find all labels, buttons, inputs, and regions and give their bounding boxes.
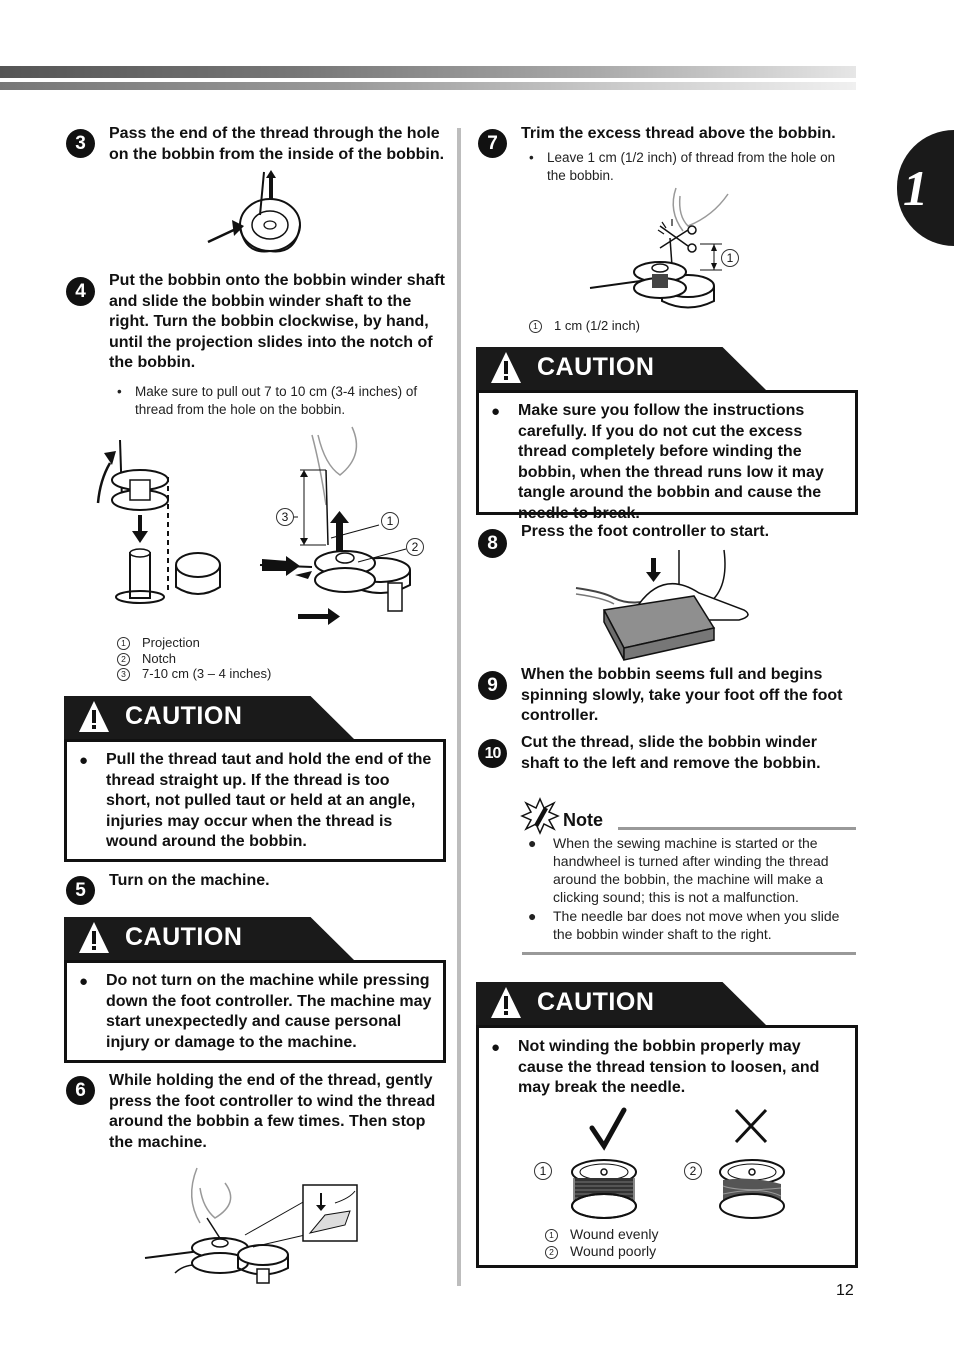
- step-7-number: 7: [478, 129, 507, 158]
- step-4-bullet-text: Make sure to pull out 7 to 10 cm (3-4 inches) of thread from the hole on the bobbin.: [135, 384, 418, 417]
- caution-text: Do not turn on the machine while pressing down the foot controller. The machine may start unexpectedly and cause personal injury or damage to the machine.: [106, 972, 432, 1051]
- step-4-text: Put the bobbin onto the bobbin winder shaft and slide the bobbin winder shaft to the right. Turn the bobbin clockwise, by hand, until the projection slides into the notch of the bobbin.: [109, 272, 445, 371]
- bobbin-comparison-illustration: [560, 1106, 800, 1226]
- bullet-dot: ●: [79, 752, 89, 769]
- note-item: ● The needle bar does not move when you slide the bobbin winder shaft to the right.: [528, 908, 840, 942]
- press-foot-controller-illustration: [574, 548, 774, 664]
- caution-text: Pull the thread taut and hold the end of the thread straight up. If the thread is too short, not pulled taut or held at an angle, injuries may occur when the thread is wound around the bobbin.: [106, 751, 432, 850]
- step-6-text: While holding the end of the thread, gently press the foot controller to wind the thread around the bobbin a few times. Then stop the machine.: [109, 1072, 436, 1151]
- legend-item: 1 1 cm (1/2 inch): [529, 318, 640, 334]
- step-8-number: 8: [478, 529, 507, 558]
- note-icon: [522, 799, 558, 833]
- caution-box-1: [64, 696, 446, 862]
- caution-4-legend: [545, 1226, 658, 1259]
- caution-box-3: [476, 347, 858, 522]
- bullet-dot: ●: [491, 403, 501, 420]
- page-number: 12: [836, 1282, 854, 1299]
- step-7-text: Trim the excess thread above the bobbin.: [521, 125, 836, 142]
- warning-icon: [490, 351, 522, 384]
- note-divider: [618, 827, 856, 830]
- step-3-text: Pass the end of the thread through the hole on the bobbin from the inside of the bobbin.: [109, 125, 445, 163]
- header-bar-secondary: [0, 82, 856, 90]
- bobbin-thread-hole-illustration: [200, 170, 310, 270]
- foot-controller-winding-illustration: [145, 1163, 365, 1288]
- note-divider: [522, 952, 856, 955]
- warning-icon: [490, 986, 522, 1019]
- step-10-number: 10: [478, 739, 507, 768]
- caution-text: Not winding the bobbin properly may cause the thread tension to loosen, and may break the needle.: [518, 1038, 820, 1096]
- chapter-tab: [897, 130, 954, 246]
- fig-7-label-1: 1: [721, 249, 739, 267]
- step-9-number: 9: [478, 671, 507, 700]
- caution-title: CAUTION: [537, 988, 655, 1016]
- step-9-text: When the bobbin seems full and begins spinning slowly, take your foot off the foot controller.: [521, 666, 843, 724]
- caution-text: Make sure you follow the instructions carefully. If you do not cut the excess thread completely before winding the bobbin, when the thread runs low it may tangle around the bobbin and cause the needle to break.: [518, 402, 824, 522]
- fig-4-label-3: 3: [276, 508, 294, 526]
- step-5-text: Turn on the machine.: [109, 872, 270, 889]
- legend-item: 2 Notch: [117, 651, 271, 667]
- legend-item: 1 Wound evenly: [545, 1226, 658, 1243]
- caution-title: CAUTION: [125, 923, 243, 951]
- step-7-bullet-text: Leave 1 cm (1/2 inch) of thread from the hole on the bobbin.: [547, 150, 836, 183]
- bobbin-winder-shaft-illustration: [90, 425, 430, 635]
- legend-item: 3 7-10 cm (3 – 4 inches): [117, 666, 271, 682]
- step-10-text: Cut the thread, slide the bobbin winder shaft to the left and remove the bobbin.: [521, 734, 821, 772]
- step-8-text: Press the foot controller to start.: [521, 523, 770, 540]
- step-4-bullet: • Make sure to pull out 7 to 10 cm (3-4 inches) of thread from the hole on the bobbin.: [117, 384, 418, 417]
- fig-caution-label-2: 2: [684, 1162, 702, 1180]
- step-4-number: 4: [66, 277, 95, 306]
- note-title: Note: [563, 810, 603, 830]
- legend-item: 1 Projection: [117, 635, 271, 651]
- caution-title: CAUTION: [537, 353, 655, 381]
- step-5-number: 5: [66, 876, 95, 905]
- bullet-dot: ●: [491, 1039, 501, 1056]
- caution-title: CAUTION: [125, 702, 243, 730]
- step-4-legend: [117, 635, 271, 682]
- step-6-number: 6: [66, 1076, 95, 1105]
- fig-caution-label-1: 1: [534, 1162, 552, 1180]
- warning-icon: [78, 921, 110, 954]
- column-divider: [457, 128, 461, 1286]
- step-7-legend: [529, 318, 640, 334]
- caution-box-2: [64, 917, 446, 1063]
- bullet-dot: ●: [79, 973, 89, 990]
- step-7-bullet: • Leave 1 cm (1/2 inch) of thread from the hole on the bobbin.: [529, 150, 836, 183]
- fig-4-label-1: 1: [381, 512, 399, 530]
- warning-icon: [78, 700, 110, 733]
- chapter-number: 1: [903, 160, 928, 216]
- step-3-number: 3: [66, 129, 95, 158]
- fig-4-label-2: 2: [406, 538, 424, 556]
- legend-item: 2 Wound poorly: [545, 1243, 658, 1260]
- note-item: ● When the sewing machine is started or the handwheel is turned after winding the thread around the bobbin, the machine will make a clicking sound; this is not a malfunction.: [528, 835, 829, 905]
- header-bar: [0, 66, 856, 78]
